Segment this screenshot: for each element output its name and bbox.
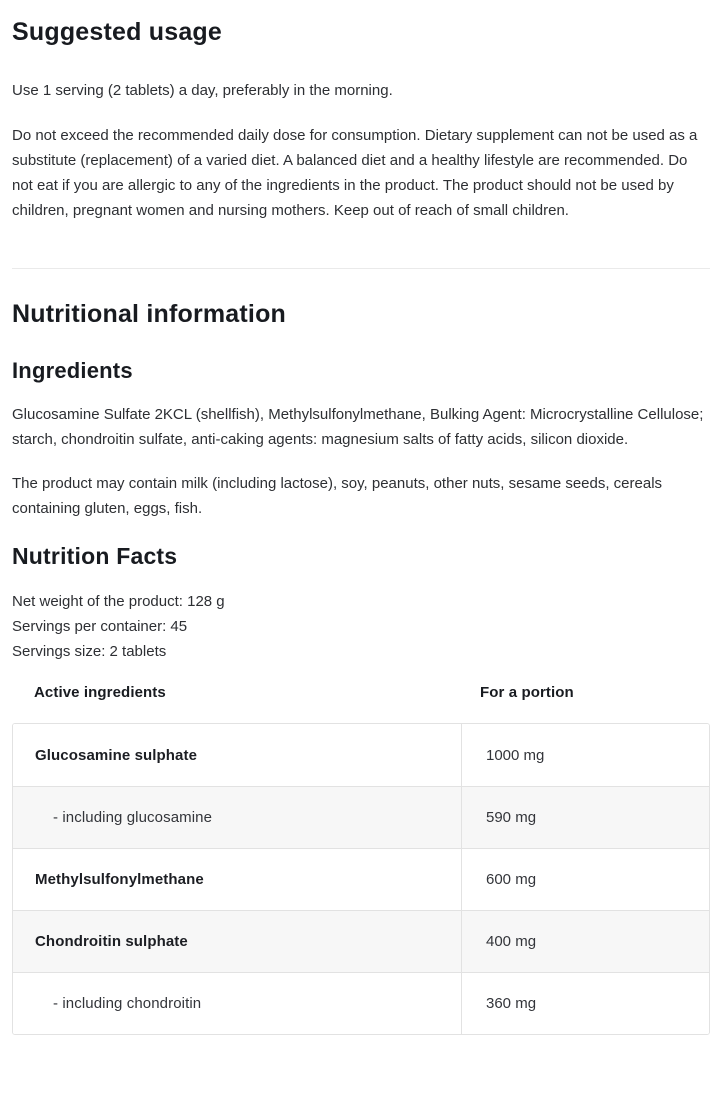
ingredient-amount-cell: 360 mg xyxy=(486,995,537,1012)
column-header-active-ingredients: Active ingredients xyxy=(34,683,166,701)
allergen-notice-text: The product may contain milk (including lactose), soy, peanuts, other nuts, sesame seeds, cereals containing gluten, eggs, fish. xyxy=(12,475,663,517)
table-header-row xyxy=(12,682,710,702)
ingredient-amount-cell: 600 mg xyxy=(486,871,537,888)
table-body xyxy=(12,723,710,1035)
ingredient-name-cell: Chondroitin sulphate xyxy=(13,911,462,972)
serving-summary xyxy=(12,589,710,664)
usage-warning-text: Do not exceed the recommended daily dose for consumption. Dietary supplement can not be used as a substitute (replacement) of a varied diet. A balanced diet and a healthy lifestyle are recommended. Do not eat if you are allergic to any of the ingredients in the product. The product should not be used by children, pregnant women and nursing mothers. Keep out of reach of small children. xyxy=(12,127,698,219)
usage-instructions-text: Use 1 serving (2 tablets) a day, preferably in the morning. xyxy=(12,82,393,99)
servings-per-container-text: Servings per container: 45 xyxy=(12,618,188,635)
ingredient-amount-cell: 1000 mg xyxy=(486,746,545,764)
suggested-usage-section xyxy=(12,16,710,223)
active-ingredients-table xyxy=(12,682,710,1035)
table-row xyxy=(13,972,709,1034)
nutritional-information-title: Nutritional information xyxy=(12,300,287,328)
suggested-usage-title: Suggested usage xyxy=(12,18,222,46)
ingredients-title: Ingredients xyxy=(12,358,133,383)
table-row xyxy=(13,724,709,786)
servings-size-text: Servings size: 2 tablets xyxy=(12,643,167,660)
ingredient-amount-cell: 400 mg xyxy=(486,933,537,950)
ingredient-name-cell: - including chondroitin xyxy=(13,973,462,1034)
column-header-for-a-portion: For a portion xyxy=(480,683,574,701)
ingredient-name-cell: Methylsulfonylmethane xyxy=(13,849,462,910)
table-row xyxy=(13,910,709,972)
ingredient-name-cell: - including glucosamine xyxy=(13,787,462,848)
net-weight-text: Net weight of the product: 128 g xyxy=(12,593,225,610)
nutritional-information-section xyxy=(12,298,710,1035)
section-divider xyxy=(12,268,710,269)
table-row xyxy=(13,786,709,848)
nutrition-facts-title: Nutrition Facts xyxy=(12,543,178,569)
ingredient-amount-cell: 590 mg xyxy=(486,809,537,826)
ingredient-name-cell: Glucosamine sulphate xyxy=(13,724,462,786)
ingredients-composition-text: Glucosamine Sulfate 2KCL (shellfish), Methylsulfonylmethane, Bulking Agent: Microcrystalline Cellulose; starch, chondroitin sulfate, anti-caking agents: magnesium salts of fatty acids, silicon dioxide. xyxy=(12,406,704,448)
table-row xyxy=(13,848,709,910)
